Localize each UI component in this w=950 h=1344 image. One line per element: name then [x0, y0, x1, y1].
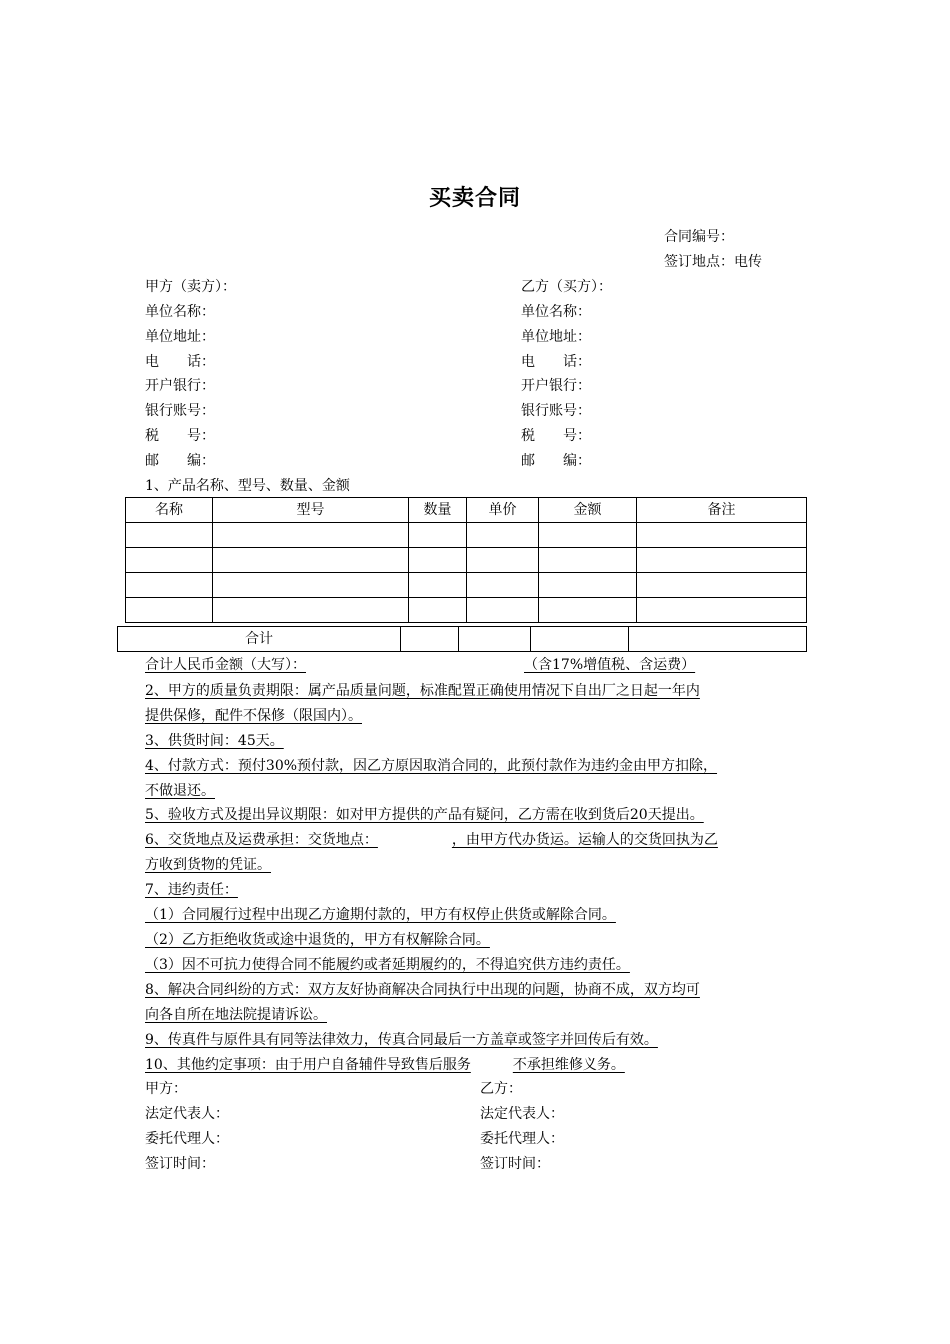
table-cell[interactable] [409, 573, 467, 598]
clause-2-line-1: 2、甲方的质量负责期限：属产品质量问题，标准配置正确使用情况下自出厂之日起一年内 [145, 683, 700, 699]
amount-note: （含17%增值税、含运费） [524, 657, 696, 673]
table-cell[interactable] [126, 573, 213, 598]
table-cell[interactable] [539, 548, 637, 573]
header-model: 型号 [213, 498, 409, 523]
table-cell[interactable] [126, 598, 213, 623]
sign-b-legal-rep: 法定代表人： [480, 1106, 564, 1122]
table-header-row [126, 498, 807, 523]
total-remarks-cell[interactable] [629, 627, 807, 652]
party-a-name: 单位名称： [145, 304, 215, 320]
clause-9: 9、传真件与原件具有同等法律效力，传真合同最后一方盖章或签字并回传后有效。 [145, 1032, 658, 1048]
table-cell[interactable] [539, 598, 637, 623]
total-unit-price-cell[interactable] [459, 627, 531, 652]
party-a-phone: 电 话： [145, 354, 215, 370]
clause-5: 5、验收方式及提出异议期限：如对甲方提供的产品有疑问，乙方需在收到货后20天提出。 [145, 807, 704, 823]
table-row [126, 548, 807, 573]
clause-2-line-2: 提供保修，配件不保修（限国内）。 [145, 708, 362, 724]
clause-6-line-1 [145, 831, 718, 849]
clause-10 [145, 1056, 625, 1074]
total-amount-cell[interactable] [531, 627, 629, 652]
header-quantity: 数量 [409, 498, 467, 523]
sign-a-agent: 委托代理人： [145, 1131, 229, 1147]
product-table [125, 497, 807, 623]
party-b-bank: 开户银行： [521, 378, 591, 394]
table-cell[interactable] [539, 523, 637, 548]
table-cell[interactable] [467, 523, 539, 548]
party-a-bank: 开户银行： [145, 378, 215, 394]
section-1-heading: 1、产品名称、型号、数量、金额 [145, 478, 350, 494]
table-cell[interactable] [467, 598, 539, 623]
delivery-place-blank[interactable] [378, 831, 452, 849]
sign-party-b: 乙方： [480, 1081, 522, 1097]
sign-a-time: 签订时间： [145, 1156, 215, 1172]
party-b-account: 银行账号： [521, 403, 591, 419]
table-row [126, 598, 807, 623]
clause-8-line-1: 8、解决合同纠纷的方式：双方友好协商解决合同执行中出现的问题，协商不成，双方均可 [145, 982, 700, 998]
table-cell[interactable] [467, 573, 539, 598]
table-cell[interactable] [409, 523, 467, 548]
clause-8-line-2: 向各自所在地法院提请诉讼。 [145, 1007, 327, 1023]
clause-7: 7、违约责任： [145, 882, 238, 898]
clause-4-line-1: 4、付款方式：预付30%预付款，因乙方原因取消合同的，此预付款作为违约金由甲方扣除， [145, 758, 718, 774]
table-cell[interactable] [409, 598, 467, 623]
party-b-name: 单位名称： [521, 304, 591, 320]
sign-place: 签订地点：电传 [664, 254, 762, 270]
party-a-account: 银行账号： [145, 403, 215, 419]
sign-b-time: 签订时间： [480, 1156, 550, 1172]
table-cell[interactable] [637, 523, 807, 548]
clause-7-3: （3）因不可抗力使得合同不能履约或者延期履约的，不得追究供方违约责任。 [145, 957, 630, 973]
party-b-heading: 乙方（买方）： [521, 279, 612, 295]
contract-number: 合同编号： [664, 229, 734, 245]
table-cell[interactable] [637, 548, 807, 573]
table-cell[interactable] [637, 598, 807, 623]
table-cell[interactable] [213, 523, 409, 548]
header-unit-price: 单价 [467, 498, 539, 523]
table-row [126, 573, 807, 598]
sign-b-agent: 委托代理人： [480, 1131, 564, 1147]
party-a-address: 单位地址： [145, 329, 215, 345]
party-b-address: 单位地址： [521, 329, 591, 345]
party-b-postcode: 邮 编： [521, 453, 591, 469]
amount-label: 合计人民币金额（大写）： [145, 657, 306, 673]
amount-blank[interactable] [306, 656, 524, 674]
table-cell[interactable] [539, 573, 637, 598]
clause-7-2: （2）乙方拒绝收货或途中退货的，甲方有权解除合同。 [145, 932, 490, 948]
table-cell[interactable] [213, 573, 409, 598]
sign-a-legal-rep: 法定代表人： [145, 1106, 229, 1122]
clause-6-line-2: 方收到货物的凭证。 [145, 857, 271, 873]
header-amount: 金额 [539, 498, 637, 523]
clause-10-blank[interactable] [471, 1056, 513, 1074]
table-cell[interactable] [126, 523, 213, 548]
table-cell[interactable] [126, 548, 213, 573]
amount-line [145, 656, 695, 674]
party-a-postcode: 邮 编： [145, 453, 215, 469]
table-cell[interactable] [467, 548, 539, 573]
party-a-tax: 税 号： [145, 428, 215, 444]
clause-6-part-a: 6、交货地点及运费承担：交货地点： [145, 832, 378, 848]
table-cell[interactable] [409, 548, 467, 573]
party-b-phone: 电 话： [521, 354, 591, 370]
table-row [126, 523, 807, 548]
party-b-tax: 税 号： [521, 428, 591, 444]
total-label: 合计 [118, 627, 401, 652]
clause-7-1: （1）合同履行过程中出现乙方逾期付款的，甲方有权停止供货或解除合同。 [145, 907, 616, 923]
table-cell[interactable] [637, 573, 807, 598]
clause-4-line-2: 不做退还。 [145, 783, 215, 799]
table-cell[interactable] [213, 548, 409, 573]
clause-6-part-b: ，由甲方代办货运。运输人的交货回执为乙 [451, 832, 718, 848]
header-remarks: 备注 [637, 498, 807, 523]
header-name: 名称 [126, 498, 213, 523]
clause-3: 3、供货时间：45天。 [145, 733, 284, 749]
table-cell[interactable] [213, 598, 409, 623]
clause-10-part-a: 10、其他约定事项：由于用户自备辅件导致售后服务 [145, 1057, 471, 1073]
total-table [117, 626, 807, 652]
sign-party-a: 甲方： [145, 1081, 187, 1097]
clause-10-part-b: 不承担维修义务。 [512, 1057, 625, 1073]
party-a-heading: 甲方（卖方）： [145, 279, 236, 295]
total-row [118, 627, 807, 652]
total-quantity-cell[interactable] [401, 627, 459, 652]
page-title: 买卖合同 [428, 186, 521, 211]
